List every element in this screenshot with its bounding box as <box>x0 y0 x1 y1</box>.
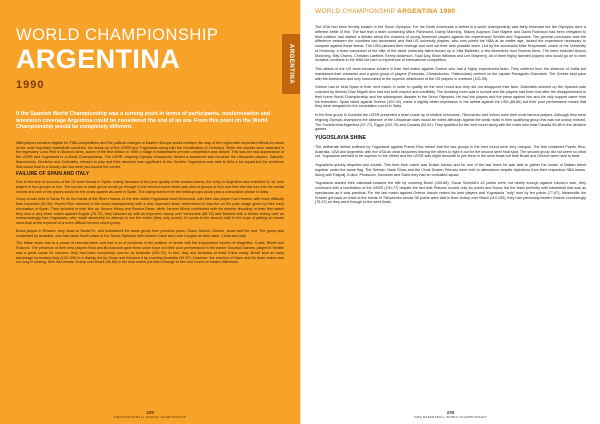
page-number: 230 <box>446 410 455 415</box>
running-header-country: ARGENTINA 1990 <box>397 8 456 15</box>
left-body-text <box>16 141 284 265</box>
footer-text: FIBA BASKETBALL WORLD CHAMPIONSHIP <box>414 415 487 419</box>
year-label: 1990 <box>16 79 45 91</box>
body-paragraph: Group A was held in Santa Fe on the banks of the River Parana. In the first match Yugoslavia beat Venezuela, with their star player Carl Herrera, with more difficulty than expected (92-84). Puerto Rico returned to the world championship with a new, improved team, determined to improve on the poor image given by their early elimination in Spain. They included in their line up Jerome Mincy and Ramon Rivas, while Jerome Mincy contributed with his exterior shooting. In their first match they won a very close match against Angola (78-75), they followed up with an improved victory over Venezuela (88-74) and finished with a further victory over an embarrassingly bad Yugoslavia, who made absolutely no attempt to win the match (they only scored 19 points in the second half) in the hope of getting an easier semi-final at the expense of a more difficult second round group. <box>16 197 284 226</box>
country-title: ARGENTINA <box>16 44 181 74</box>
right-footer <box>301 410 600 419</box>
side-tab <box>282 34 300 94</box>
section-heading: YUGOSLAVIA SHINE <box>315 135 367 141</box>
running-header <box>315 8 586 15</box>
body-paragraph: In the final group in Cordoba the USSR presented a team made up of relative unknowns, Tikhonenko and Volkov were their most famous players. Although they were reigning Olympic champions the absence of the Lithuanian stars would be noted although against the weak rivals in their qualifying group this was not unduly noticed. The Soviets beat Argentina (97-77), Egypt (102-76) and Canada (90-81). They qualified for the next round along with the hosts who beat Canada 96-88 in the decisive games. <box>315 113 586 132</box>
body-paragraph: Yugoslavia quickly dispelled any doubts. This time their coach was Dusan Ivkovic and for one of the last times he was able to gather the cream of Balkan talent together under the same flag. The Serbian Vlade Divac and the Croat Drazen Petrovic were both in attendance despite objections from their respective NBA teams. Along with Paspalj, Kukoc, Perasovic, Komazec and Savic they had an unrivalled squad. <box>315 163 586 177</box>
footer-text: FIBA BASKETBALL WORLD CHAMPIONSHIP <box>113 415 187 419</box>
side-tab-label: ARGENTINA <box>288 43 294 85</box>
body-paragraph: Yugoslavia started their cakewalk towards the title by crushing Brazil (105-86), Oscar Schmidt's 42 points were not nearly enough against Ivkovic's side, they continued with a humiliation of the USSR (100-77) despite the fact that Petrovic scored only six points and Kukoc led the team perfectly with basketball that was as spectacular as it was practical. For the last match against Greece Ivkovic rested his best players and Yugoslavia "only" won by ten points (77-67). Meanwhile the Soviets got back on track at the hands of Tikhonenko whose 38 points were vital in their victory over Brazil (110-100), they had previously beaten Greece convincingly (75-57) so they went through to the semi finals. <box>315 181 586 205</box>
body-paragraph: Due to the lack of success of the 24 team format in Spain, mainly because of the poor quality of the weaker teams, the entry in Argentina was restricted to 16, who played in four groups of four. The top two in each group would go through to the second round which was also in groups of four and then the last four into the medal rounds and one of the places would be the cross system as used in Spain. The losing teams from the initial groups would play a consolation phase in Salta. <box>16 180 284 194</box>
body-paragraph: The deliberate defeat suffered by Yugoslavia against Puerto Rico meant that the two groups in the next round were very unequal. The first contained Puerto Rico, Australia, USA and Argentina, with the USA as clear favourites leaving the others to fight it out for the second semi final spot. The second group did not seem so clear cut. Yugoslavia seemed to be superior to the others and the USSR was slight favourite to join them in the semi finals but both Brazil and Greece were hard to beat. <box>315 144 586 159</box>
body-paragraph: The USA had been terribly shaken in the Seoul Olympics. For the North Americans a defeat in a world championship was fairly irrelevant but the Olympics were a different kettle of fish. The fact that a team containing Mitch Richmond, Danny Manning, Stacey Augmon, Dan Majerle and David Robinson had been relegated to third position had started a debate about the chances of young American players against the experienced Soviets and Yugoslavs. The general conclusion was the difference between the countries had decreased and that US university players, who now joined the NBA at an earlier age, lacked the experience necessary to compete against these teams. The USA planned their revenge and sent out their best possible team. Led by the successful Mike Krzyzewski, coach of the University of Kentucky, a team composed of the elite of the latest university talent turned up in Villa Ballester, a few kilometres from Buenos Aires. The team included Alonzo Mourning, Billy Owens, Christian Laettner, Kenny Anderson, Todd Day, Brian Williams and Lee Mayberry, all of them highly talented players who would go on to earn lucrative contracts in the NBA but had no experience of international competition. <box>315 25 586 63</box>
body-paragraph: This defeat of the US team became evident in their first match against Greece who had a highly experienced team. They suffered from the absence of Gallis but maintained their character and a good group of players (Fasoulas, Christodoulou, Patavoukas) centred on the captain Panagiotis Giannakis. The Greeks kept pace with the Americans and only succumbed to the superior athleticism of the US players in overtime (103-95). <box>315 67 586 81</box>
body-paragraph: NBA players became eligible for FIBA competitions and the political changes in Eastern Europe would reshape the map of the region with important effects for some of the most important basketball countries: the break-up of the USSR and Yugoslavia along with the reunification of Germany. When the medals were awarded in the legendary Luna Park in Buenos Aires, scene of the first edition in 1950 a stage in basketball's premier competition was closed. This was the last appearance of the USSR and Yugoslavia in a World Championship. The USSR, reigning Olympic champions, fielded a weakened side because the Lithuanian players, Sabonis, Marciulionis, Homicius and Kurtinaitis, refused to play and their absence was significant to the Soviets. Yugoslavia was able to field a full squad but the problems that would lead to a bloody civil war were just around the corner. <box>16 140 284 169</box>
section-heading: FAILURE OF SPAIN AND ITALY <box>16 171 90 178</box>
title-block <box>0 0 300 91</box>
page-number: 229 <box>146 410 154 415</box>
body-paragraph: Greece had to beat Spain in their next match in order to qualify for the next round and they did not disappoint their fans. Giannakis showed up the Spanish side coached by Antonio Diaz Miguel who had lost both respect and credibility. The dressing room was in turmoil and the players had been lost after the disappointment in their home World Championship and the subsequent disaster in the Seoul Olympics. He had the players and the press against him and his only support came from his federation. Spain failed against Greece (102-93), made a slightly better impression in the defeat against the USA (85-85) but their poor performance meant that they were relegated to the consolation round in Salta. <box>315 85 586 109</box>
title-line: WORLD CHAMPIONSHIP <box>16 26 219 44</box>
body-paragraph: Brazil played in Rosario, very close to Santa Fe, and maintained the same group from previous years: Oscar, Marcel, Gerson, Israel and the rest. The group was completed by Australia, who had taken fourth place in the Seoul Olympics with Andrew Gaze and Luke Longley as their stars, China and Italy. <box>16 228 284 238</box>
running-header-prefix: WORLD CHAMPIONSHIP <box>315 8 396 15</box>
body-paragraph: The Italian team was in a phase of reconstruction and had a lot of problems in the position of centre with the inopportune injuries of Magnifico, Costa, Binelli and Rusconi. The presence of their best players Riva and Brunamonti gave them some hope but their poor performance in the earlier Goodwill Games, played in Seattle was a great cause for concern, they had been completely overrun by Australia (109-75). In fact, Italy and Australia at least China easily. Brazil took an early advantage by beating Italy (125-109) in a display led by Oscar and followed it by crushing Australia (99-97). However, the reaction of Gaze and his team mates was not long in coming, their last-minute victory over Brazil (98-89) in the final match put them through to the next round on basket difference. <box>16 241 284 265</box>
left-footer <box>0 410 300 419</box>
intro-paragraph: If the Spanish World Championship was a turning point in terms of participants, modernisation and television coverage Argentina could be considered the end of an era. From this point on the World Championship would be completely different. <box>16 111 271 131</box>
right-body-text <box>315 25 586 205</box>
right-page <box>300 0 600 424</box>
